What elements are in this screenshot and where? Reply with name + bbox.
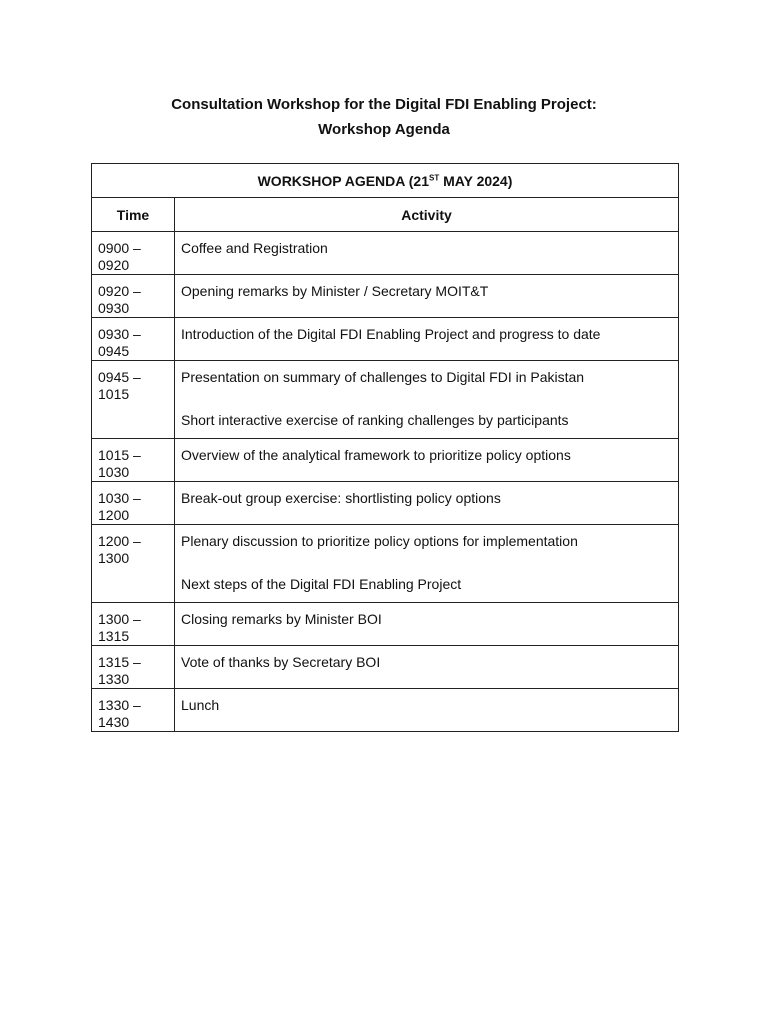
agenda-header-suffix: MAY 2024) (439, 172, 513, 189)
document-title (0, 92, 768, 142)
activity-cell: Closing remarks by Minister BOI (175, 603, 679, 646)
activity-line: Presentation on summary of challenges to Digital FDI in Pakistan (181, 369, 585, 385)
activity-cell: Vote of thanks by Secretary BOI (175, 646, 679, 689)
column-header-activity: Activity (175, 198, 679, 232)
activity-line: Plenary discussion to prioritize policy options for implementation (181, 533, 578, 549)
activity-cell (175, 525, 679, 603)
table-row (92, 689, 679, 732)
table-row (92, 603, 679, 646)
time-cell: 1330 – 1430 (92, 689, 175, 732)
time-cell: 0930 – 0945 (92, 318, 175, 361)
title-line-1: Consultation Workshop for the Digital FDI Enabling Project: (171, 96, 597, 113)
table-row (92, 482, 679, 525)
activity-cell: Introduction of the Digital FDI Enabling Project and progress to date (175, 318, 679, 361)
time-cell: 0920 – 0930 (92, 275, 175, 318)
activity-line-secondary: Short interactive exercise of ranking challenges by participants (181, 412, 569, 428)
time-cell: 0900 – 0920 (92, 232, 175, 275)
table-row (92, 275, 679, 318)
title-line-2: Workshop Agenda (318, 121, 450, 138)
time-cell: 1200 – 1300 (92, 525, 175, 603)
agenda-header (92, 164, 679, 198)
activity-cell: Lunch (175, 689, 679, 732)
activity-cell: Coffee and Registration (175, 232, 679, 275)
column-header-time: Time (92, 198, 175, 232)
activity-cell: Overview of the analytical framework to prioritize policy options (175, 439, 679, 482)
table-row (92, 439, 679, 482)
table-row (92, 525, 679, 603)
agenda-header-prefix: WORKSHOP AGENDA (21 (257, 172, 429, 189)
table-row (92, 232, 679, 275)
activity-line-secondary: Next steps of the Digital FDI Enabling Project (181, 576, 462, 592)
activity-cell: Opening remarks by Minister / Secretary MOIT&T (175, 275, 679, 318)
table-row (92, 646, 679, 689)
time-cell: 0945 – 1015 (92, 361, 175, 439)
activity-cell: Break-out group exercise: shortlisting policy options (175, 482, 679, 525)
time-cell: 1015 – 1030 (92, 439, 175, 482)
activity-cell (175, 361, 679, 439)
time-cell: 1315 – 1330 (92, 646, 175, 689)
table-row (92, 318, 679, 361)
time-cell: 1300 – 1315 (92, 603, 175, 646)
agenda-table (91, 163, 679, 732)
time-cell: 1030 – 1200 (92, 482, 175, 525)
table-row (92, 361, 679, 439)
agenda-header-ordinal: ST (428, 172, 440, 182)
